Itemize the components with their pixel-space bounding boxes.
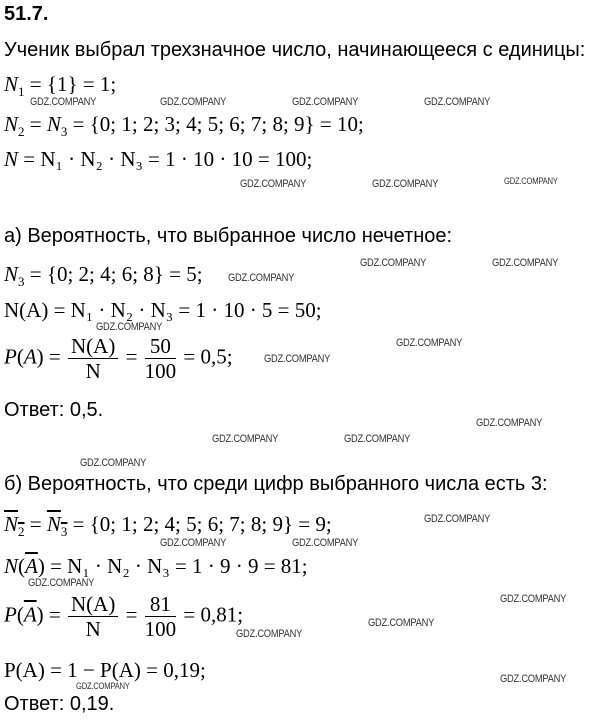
part-b-fraction-2: [145, 592, 177, 641]
part-b-na: $N(\overline{A}) = N_1 \cdot N_2 \cdot N_3 = 1 \cdot 9 \cdot 9 = 81$;: [4, 554, 308, 578]
watermark: GDZ.COMPANY: [292, 537, 359, 549]
part-a-fraction-1: [68, 334, 118, 383]
watermark: GDZ.COMPANY: [292, 96, 359, 108]
part-a-fraction-2-num: 50: [145, 334, 177, 359]
part-a-n3-rhs: = {0; 2; 4; 6; 8} = 5;: [29, 262, 203, 286]
watermark: GDZ.COMPANY: [360, 257, 427, 269]
part-a-title: а) Вероятность, что выбранное число нечетное:: [4, 225, 453, 247]
part-b-n2-n3-rhs: = {0; 1; 2; 4; 5; 6; 7; 8; 9} = 9;: [72, 512, 332, 536]
part-a-fraction-1-num: N(A): [68, 334, 118, 359]
equation-n: N = N₁ · N₂ · N₃ = 1 · 10 · 10 = 100;: [4, 147, 313, 171]
watermark: GDZ.COMPANY: [344, 433, 411, 445]
part-b-title: б) Вероятность, что среди цифр выбранного числа есть 3:: [4, 473, 548, 495]
part-a-pa: P(A) = $\frac{N(A)}{N}$ = $\frac{50}{100}$ = 0,5;: [4, 334, 233, 383]
equation-n2-n3: $N_2 = N_3 = \{0$; 1; 2; 3; 4; 5; 6; 7; 8; 9} = 10;: [4, 112, 364, 140]
part-b-n2-n3: $N_2 = N_3 = \{0$; 1; 2; 4; 5; 6; 7; 8; 9} = 9;: [4, 512, 332, 540]
part-a-answer: Ответ: 0,5.: [4, 399, 104, 421]
watermark: GDZ.COMPANY: [424, 96, 491, 108]
equation-n1-rhs: = {1} = 1;: [29, 72, 117, 96]
watermark: GDZ.COMPANY: [500, 673, 567, 685]
watermark: GDZ.COMPANY: [500, 593, 567, 605]
part-b-answer: Ответ: 0,19.: [4, 693, 115, 715]
watermark: GDZ.COMPANY: [160, 537, 227, 549]
equation-n1: $N_1 = \{1\} = 1$;: [4, 72, 117, 100]
watermark: GDZ.COMPANY: [30, 96, 97, 108]
part-b-fraction-2-den: 100: [144, 617, 177, 641]
watermark: GDZ.COMPANY: [504, 176, 558, 186]
watermark: GDZ.COMPANY: [240, 178, 307, 190]
part-b-fraction-2-num: 81: [145, 592, 177, 617]
watermark: GDZ.COMPANY: [372, 178, 439, 190]
watermark: GDZ.COMPANY: [236, 628, 303, 640]
part-a-result: = 0,5;: [183, 344, 233, 369]
part-a-fraction-1-den: N: [85, 359, 101, 383]
part-a-na: N(A) = N₁ · N₂ · N₃ = 1 · 10 · 5 = 50;: [4, 298, 322, 322]
part-b-pa: $P(\overline{A})$ = $\frac{N(A)}{N}$ = $\frac{81}{100}$ = 0,81;: [4, 592, 244, 641]
part-b-fraction-1-num: N(A): [68, 592, 118, 617]
watermark: GDZ.COMPANY: [396, 337, 463, 349]
watermark: GDZ.COMPANY: [80, 457, 147, 469]
watermark: GDZ.COMPANY: [160, 96, 227, 108]
equation-n2-n3-rhs: = {0; 1; 2; 3; 4; 5; 6; 7; 8; 9} = 10;: [72, 112, 364, 136]
watermark: GDZ.COMPANY: [476, 417, 543, 429]
problem-number: 51.7.: [4, 3, 49, 25]
watermark: GDZ.COMPANY: [264, 353, 331, 365]
part-a-fraction-2: [145, 334, 177, 383]
part-b-result: = 0,81;: [183, 602, 244, 627]
watermark: GDZ.COMPANY: [424, 513, 491, 525]
part-b-fraction-1-den: N: [85, 617, 101, 641]
watermark: GDZ.COMPANY: [212, 433, 279, 445]
intro-text: Ученик выбрал трехзначное число, начинающееся с единицы:: [4, 39, 586, 61]
part-b-final: P(A) = 1 − P(A) = 0,19;: [4, 658, 206, 682]
watermark: GDZ.COMPANY: [28, 577, 95, 589]
equation-n-rhs: = N₁ · N₂ · N₃ = 1 · 10 · 10 = 100;: [23, 147, 313, 171]
watermark: GDZ.COMPANY: [368, 617, 435, 629]
part-a-fraction-2-den: 100: [144, 359, 177, 383]
part-a-n3: $N_3 = \{0$; 2; 4; 6; 8} = 5;: [4, 262, 203, 290]
part-b-na-rhs: = N₁ · N₂ · N₃ = 1 · 9 · 9 = 81;: [50, 554, 308, 578]
watermark: GDZ.COMPANY: [492, 257, 559, 269]
watermark: GDZ.COMPANY: [96, 321, 163, 333]
watermark: GDZ.COMPANY: [228, 272, 295, 284]
watermark: GDZ.COMPANY: [76, 681, 130, 691]
part-b-fraction-1: [68, 592, 118, 641]
